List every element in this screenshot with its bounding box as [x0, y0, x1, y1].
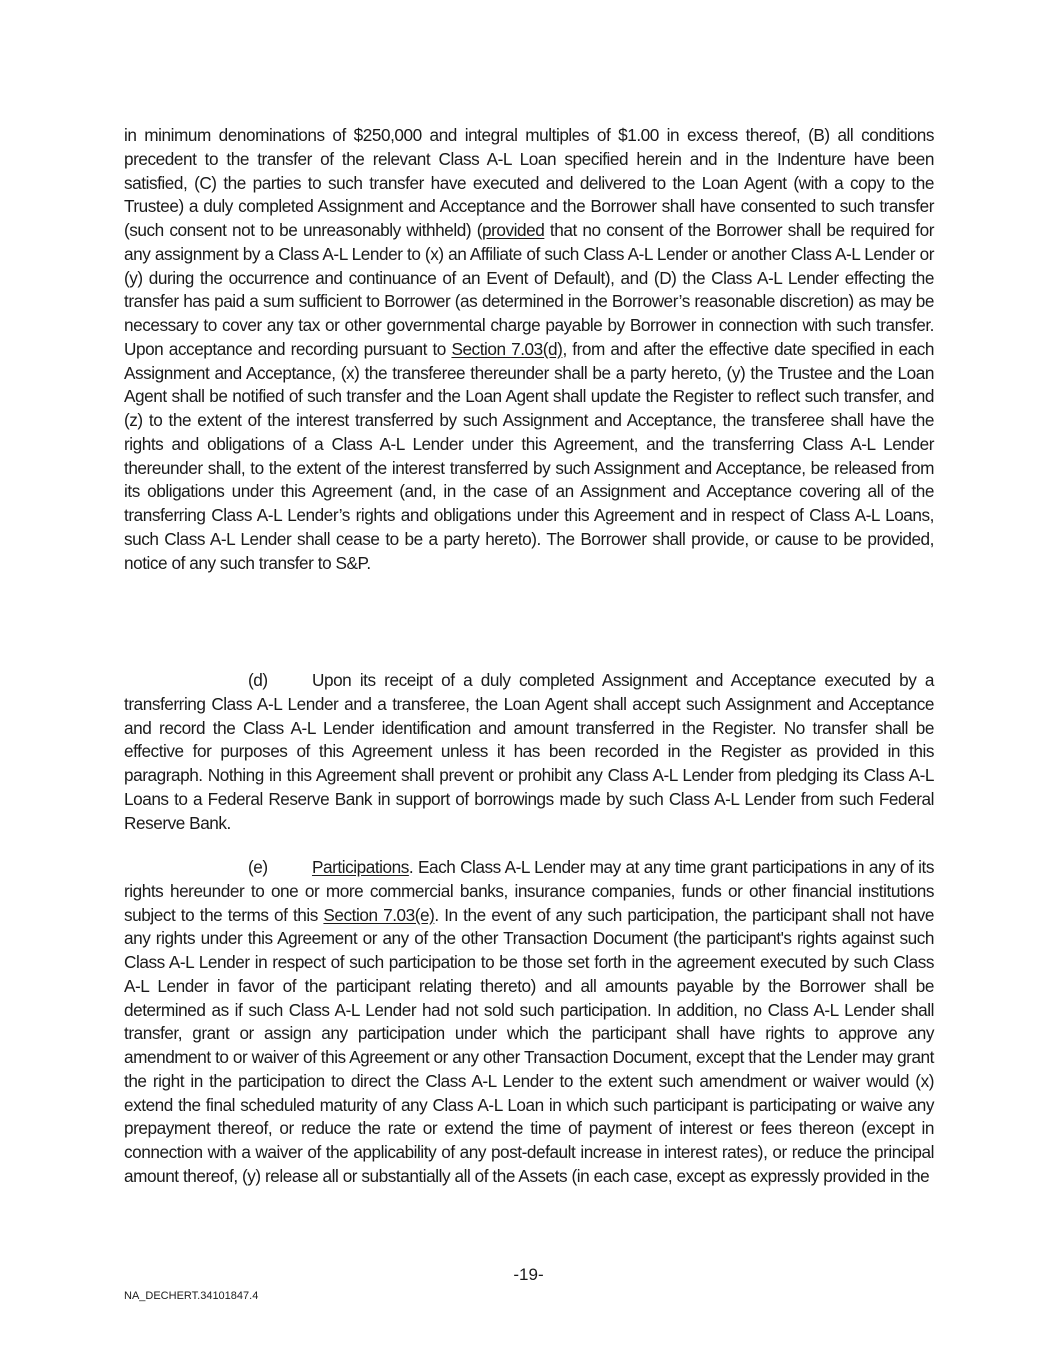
paragraph-text: , from and after the effective date specified in each Assignment and Acceptance, (x) the transferee thereunder shall be a party hereto, (y) the Trustee and the Loan Agent shall be notified of such transfer and the Loan Agent shall update the Register to reflect such transfer, and (z) to the extent of the interest transferred by such Assignment and Acceptance, the transferee shall have the rights and obligations of a Class A-L Lender under this Agreement, and the transferring Class A-L Lender thereunder shall, to the extent of the interest transferred by such Assignment and Acceptance, be released from its obligations under this Agreement (and, in the case of an Assignment and Acceptance covering all of the transferring Class A-L Lender’s rights and obligations under this Agreement and in respect of Class A-L Loans, such Class A-L Lender shall cease to be a party hereto). The Borrower shall provide, or cause to be provided, notice of any such transfer to S&P. — [124, 338, 934, 573]
paragraph-d — [124, 669, 934, 835]
section-heading: Participations — [312, 857, 409, 877]
paragraph-continuation — [124, 124, 934, 575]
paragraph-label: (e) — [248, 857, 268, 877]
paragraph-text: . In the event of any such participation, the participant shall not have any rights under this Agreement or any of the other Transaction Document (the participant's rights against such Class A-L Lender in respect of such participation to be those set forth in the agreement executed by such Class A-L Lender in favor of the participant relating thereto) and all amounts payable by the Borrower shall be determined as if such Class A-L Lender had not sold such participation. In addition, no Class A-L Lender shall transfer, grant or assign any participation under which the participant shall have rights to approve any amendment to or waiver of this Agreement or any other Transaction Document, except that the Lender may grant the right in the participation to direct the Class A-L Lender to the extent such amendment or waiver would (x) extend the final scheduled maturity of any Class A-L Loan in which such participant is participating or waive any prepayment thereof, or reduce the rate or extend the time of payment of interest or fees thereon (except in connection with a waiver of the applicability of any post-default increase in interest rates), or reduce the principal amount thereof, (y) release all or substantially all of the Assets (in each case, except as expressly provided in the — [124, 904, 934, 1186]
paragraph-text: that no consent of the Borrower shall be required for any assignment by a Class A-L Lender to (x) an Affiliate of such Class A-L Lender or another Class A-L Lender or (y) during the occurrence and continuance of an Event of Default), and (D) the Class A-L Lender effecting the transfer has paid a sum sufficient to Borrower (as determined in the Borrower’s reasonable discretion) as may be necessary to cover any tax or other governmental charge payable by Borrower in connection with such transfer. Upon acceptance and recording pursuant to — [124, 220, 934, 359]
paragraph-text: . Each Class A-L Lender may at any time grant participations in any of its rights hereunder to one or more commercial banks, insurance companies, funds or other financial institutions subject to the terms of this — [124, 857, 934, 925]
paragraph-text: Upon its receipt of a duly completed Assignment and Acceptance executed by a transferring Class A-L Lender and a transferee, the Loan Agent shall accept such Assignment and Acceptance and record the Class A-L Lender identification and amount transferred in the Register. No transfer shall be effective for purposes of this Agreement unless it has been recorded in the Register as provided in this paragraph. Nothing in this Agreement shall prevent or prohibit any Class A-L Lender from pledging its Class A-L Loans to a Federal Reserve Bank in support of borrowings made by such Class A-L Lender from such Federal Reserve Bank. — [124, 670, 934, 833]
page-number: -19- — [513, 1265, 544, 1284]
defined-term-provided: provided — [482, 220, 545, 240]
paragraph-label: (d) — [248, 670, 268, 690]
paragraph-text: in minimum denominations of $250,000 and integral multiples of $1.00 in excess thereof, (B) all conditions precedent to the transfer of the relevant Class A-L Loan specified herein and in the Indenture have been satisfied, (C) the parties to such transfer have executed and delivered to the Loan Agent (with a copy to the Trustee) a duly completed Assignment and Acceptance and the Borrower shall have consented to such transfer (such consent not to be unreasonably withheld) ( — [124, 125, 934, 240]
document-id: NA_DECHERT.34101847.4 — [124, 1290, 259, 1302]
section-reference-link[interactable]: Section 7.03(d) — [451, 338, 563, 359]
paragraph-e — [124, 856, 934, 1189]
section-reference-link[interactable]: Section 7.03(e) — [323, 904, 435, 925]
